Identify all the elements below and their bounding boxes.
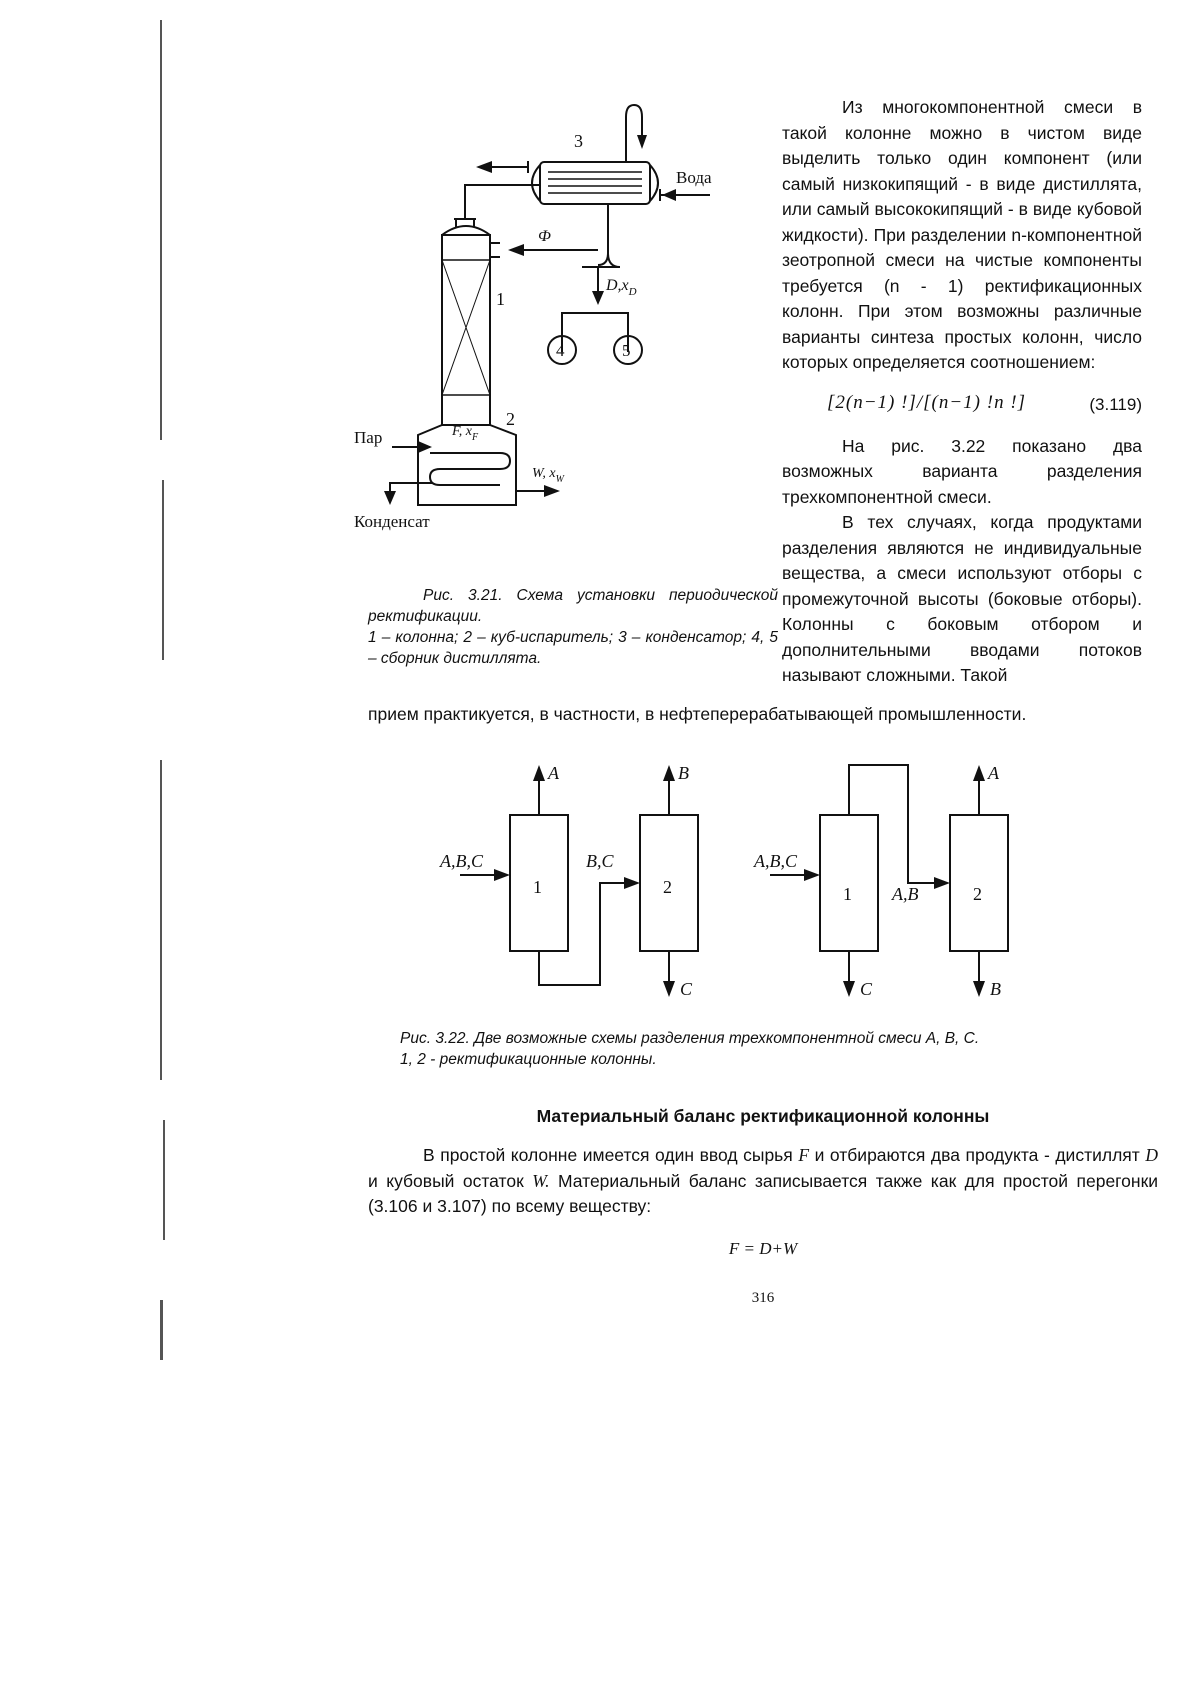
s2-col2-number: 2 [973, 884, 982, 904]
label-condensate: Конденсат [354, 512, 430, 531]
section-heading: Материальный баланс ректификационной колонны [536, 1106, 990, 1126]
page-number: 316 [751, 1290, 775, 1306]
label-column-number: 1 [496, 289, 505, 309]
scheme2-column-2 [950, 815, 1008, 951]
caption-legend: 1 – колонна; 2 – куб-испаритель; 3 – конденсатор; 4, 5 – сборник дистиллята. [368, 629, 778, 667]
label-reflux: Ф [538, 228, 551, 245]
label-feed: F, $x_F$ [452, 424, 479, 443]
s2-col1-number: 1 [843, 884, 852, 904]
var-F: F [798, 1145, 810, 1165]
paragraph-continuation: прием практикуется, в частности, в нефтеперерабатывающей промышленности. [368, 704, 1027, 724]
paragraph-material-balance: В простой колонне имеется один ввод сырья F и отбираются два продукта - дистиллят D и кубовый остаток W. Материальный баланс записывается также как для простой перегонки (3.106 и 3.107) по всему веществу: [368, 1145, 1158, 1216]
caption-legend: 1, 2 - ректификационные колонны. [400, 1051, 657, 1068]
right-text-column [782, 95, 1142, 689]
formula-number: (3.119) [1089, 394, 1142, 414]
label-steam: Пар [354, 428, 383, 447]
caption-title: Рис. 3.22. Две возможные схемы разделения трехкомпонентной смеси A, B, C. [400, 1030, 980, 1047]
s2-bottom2-label: B [990, 979, 1001, 999]
paragraph-fig-reference: На рис. 3.22 показано два возможных варианта разделения трехкомпонентной смеси. [782, 435, 1142, 507]
label-distillate: $D,x_D$ [606, 277, 637, 298]
var-D: D [1145, 1145, 1158, 1165]
var-W: W. [532, 1170, 550, 1191]
scan-edge-artifact [160, 0, 170, 1684]
label-reboiler-number: 2 [506, 409, 515, 429]
figure-3-21-distillation-scheme [354, 95, 770, 575]
figure-3-22-separation-schemes [430, 755, 1090, 1025]
s1-bottom2-label: C [680, 979, 693, 999]
caption-figure-3-22 [400, 1028, 1120, 1070]
s2-mid-label: A,B [892, 884, 919, 904]
paragraph-side-draws: В тех случаях, когда продуктами разделения являются не индивидуальные вещества, а смеси используют отборы с промежуточной высоты (боковые отборы). Колонны с боковым отбором и дополнительными вводами потоков называют сложными. Такой [782, 512, 1142, 685]
formula-expression: [2(n−1) !]/[(n−1) !n !] [827, 391, 1027, 413]
label-receiver-4: 4 [556, 341, 565, 360]
s1-feed-label: A,B,C [440, 851, 483, 871]
label-water: Вода [676, 168, 712, 187]
condenser [540, 162, 650, 204]
caption-figure-3-21 [368, 585, 778, 669]
s1-top1-label: A [548, 763, 559, 783]
s1-col1-number: 1 [533, 877, 542, 897]
scheme2-column-1 [820, 815, 878, 951]
caption-title: Рис. 3.21. Схема установки периодической ректификации. [368, 587, 778, 625]
label-bottoms: W, $x_W$ [532, 466, 564, 485]
label-condenser-number: 3 [574, 131, 583, 151]
s2-feed-label: A,B,C [754, 851, 797, 871]
s1-col2-number: 2 [663, 877, 672, 897]
formula-3-119 [782, 382, 1142, 428]
equation-balance: F = D+W [728, 1239, 798, 1258]
s1-top2-label: B [678, 763, 689, 783]
s2-top2-label: A [988, 763, 999, 783]
column [442, 235, 490, 425]
label-receiver-5: 5 [622, 341, 631, 360]
s2-bottom1-label: C [860, 979, 873, 999]
paragraph-multicomponent: Из многокомпонентной смеси в такой колонне можно в чистом виде выделить только один компонент (или самый низкокипящий - в виде дистиллята, или самый высококипящий - в виде кубовой жидкости). При разделении n-компонентной зеотропной смеси на чистые компоненты требуется (n - 1) ректификационных колонн. При этом возможны различные варианты синтеза простых колонн, число которых определяется соотношением: [782, 97, 1142, 372]
s1-mid-label: B,C [586, 851, 614, 871]
